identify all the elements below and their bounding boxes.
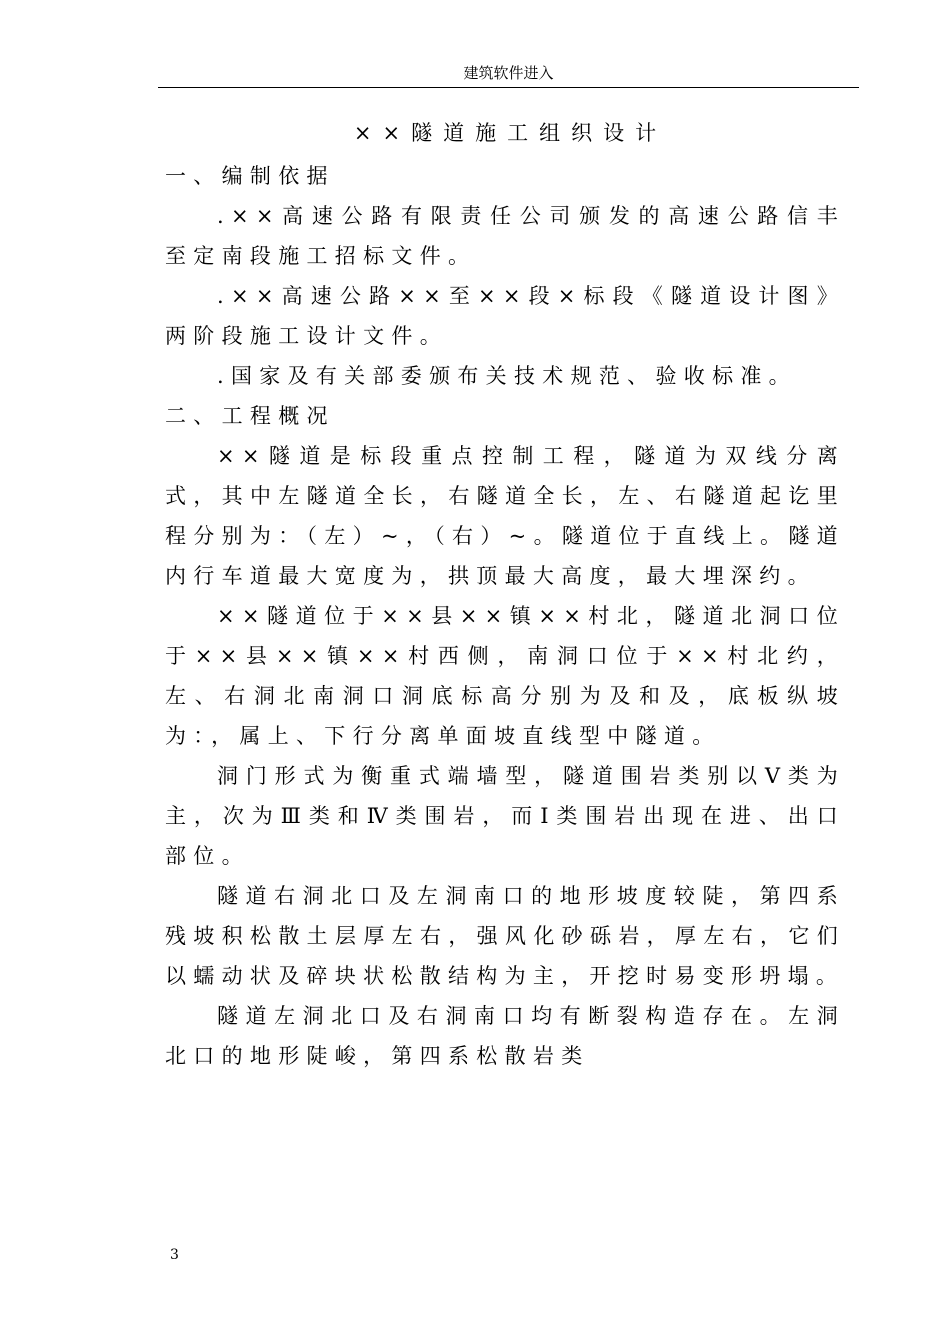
paragraph-4: ××隧道是标段重点控制工程，隧道为双线分离式，其中左隧道全长，右隧道全长，左、右隧道起讫里程分别为：（左）~，（右）~。隧道位于直线上。隧道内行车道最大宽度为，拱顶最大高度，最大埋深约。 xyxy=(165,444,845,588)
paragraph-5: ××隧道位于××县××镇××村北，隧道北洞口位于××县××镇××村西侧，南洞口位于××村北约，左、右洞北南洞口洞底标高分别为及和及，底板纵坡为：，属上、下行分离单面坡直线型中隧道。 xyxy=(165,604,845,748)
section-heading-2: 二、工程概况 xyxy=(165,404,335,428)
paragraph-1: .××高速公路有限责任公司颁发的高速公路信丰至定南段施工招标文件。 xyxy=(165,204,845,268)
paragraph-2: .××高速公路××至××段×标段《隧道设计图》两阶段施工设计文件。 xyxy=(165,284,845,348)
paragraph-8: 隧道左洞北口及右洞南口均有断裂构造存在。左洞北口的地形陡峻，第四系松散岩类 xyxy=(165,1004,845,1068)
section-heading-1: 一、编制依据 xyxy=(165,164,335,188)
page-number: 3 xyxy=(170,1247,179,1263)
paragraph-7: 隧道右洞北口及左洞南口的地形坡度较陡，第四系残坡积松散土层厚左右，强风化砂砾岩，厚左右，它们以蠕动状及碎块状松散结构为主，开挖时易变形坍塌。 xyxy=(165,884,845,988)
paragraph-3: .国家及有关部委颁布关技术规范、验收标准。 xyxy=(217,364,797,388)
header-text: 建筑软件进入 xyxy=(463,64,554,82)
document-body xyxy=(165,156,845,1076)
page-header xyxy=(158,62,859,88)
paragraph-6: 洞门形式为衡重式端墙型，隧道围岩类别以Ⅴ类为主，次为Ⅲ类和Ⅳ类围岩，而Ⅰ类围岩出现在进、出口部位。 xyxy=(165,764,845,868)
document-title: ××隧道施工组织设计 xyxy=(353,121,668,145)
